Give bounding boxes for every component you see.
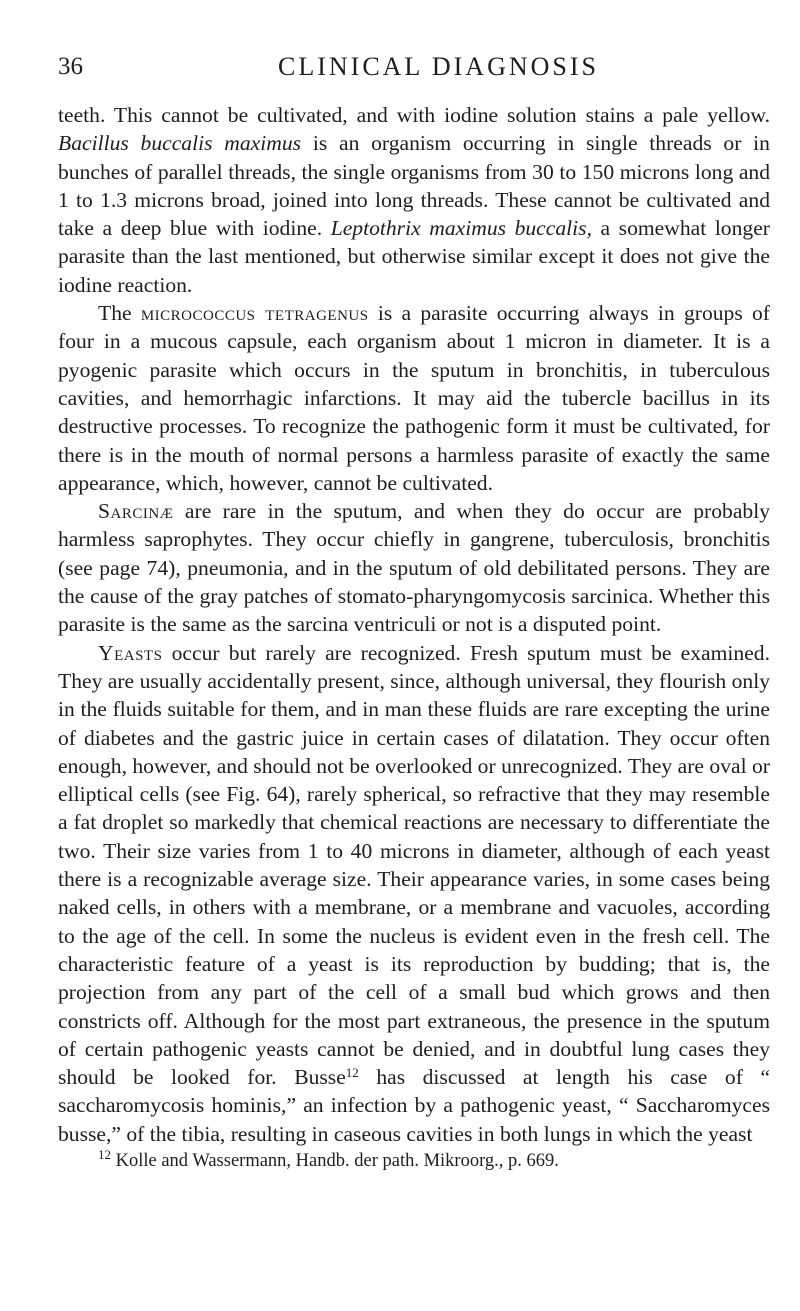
paragraph-3 <box>58 497 770 638</box>
term-yeasts: Yeasts <box>98 640 163 665</box>
term-bacillus-buccalis-maximus: Bacillus buccalis maximus <box>58 131 302 156</box>
paragraph-3-text: are rare in the sputum, and when they do occur are probably harmless saprophytes. They occur chiefly in gangrene, tuberculosis, bronchitis (see page 74), pneumonia, and in the sputum of old debilitated persons. They are the cause of the gray patches of stomato-pharyngomycosis sarcinica. Whether this parasite is the same as the sarcina ventriculi or not is a disputed point. <box>58 499 770 637</box>
footnote-reference: 12 <box>345 1064 359 1080</box>
paragraph-1-text-b: is an organism occurring in single threads or in bunches of parallel threads, the single organisms from 30 to 150 microns long and 1 to 1.3 microns broad, joined into long threads. These cannot be cultivated and take a deep blue with iodine. <box>58 131 770 241</box>
paragraph-4 <box>58 639 770 1148</box>
body-text <box>58 101 770 1174</box>
term-leptothrix-maximus-buccalis: Leptothrix maximus buccalis, <box>330 216 592 241</box>
page-header <box>58 50 770 84</box>
footnote-text: Kolle and Wassermann, Handb. der path. Mikroorg., p. 669. <box>111 1150 559 1171</box>
term-sarcinae: Sarcinæ <box>98 499 174 524</box>
paragraph-1 <box>58 101 770 299</box>
paragraph-1-text-a: teeth. This cannot be cultivated, and with iodine solution stains a pale yellow. <box>58 103 770 127</box>
term-micrococcus-tetragenus: micrococcus tetragenus <box>140 301 369 326</box>
paragraph-4-text-continued: has discussed at length his case of “ saccharomycosis hominis,” an infection by a pathogenic yeast, “ Saccharomyces busse,” of the tibia, resulting in caseous cavities in both lungs in which the yeast <box>58 1065 770 1146</box>
paragraph-4-text: occur but rarely are recognized. Fresh sputum must be examined. They are usually accidentally present, since, although universal, they flourish only in the fluids suitable for them, and in man these fluids are rare excepting the urine of diabetes and the gastric juice in certain cases of dilatation. They occur often enough, however, and should not be overlooked or unrecognized. They are oval or elliptical cells (see Fig. 64), rarely spherical, so refractive that they may resemble a fat droplet so markedly that chemical reactions are necessary to differentiate the two. Their size varies from 1 to 40 microns in diameter, although of each yeast there is a recognizable average size. Their appearance varies, in some cases being naked cells, in others with a membrane, or a membrane and vacuoles, according to the age of the cell. In some the nucleus is evident even in the fresh cell. The characteristic feature of a yeast is its reproduction by budding; that is, the projection from any part of the cell of a small bud which grows and then constricts off. Although for the most part extraneous, the presence in the sputum of certain pathogenic yeasts cannot be denied, and in doubtful lung cases they should be looked for. Busse <box>58 640 770 1090</box>
paragraph-2-lead: The <box>98 301 141 326</box>
footnote-marker: 12 <box>98 1146 111 1162</box>
paragraph-1-text-c: a somewhat longer parasite than the last mentioned, but otherwise similar except it does not give the iodine reaction. <box>58 216 770 297</box>
page-number: 36 <box>58 53 83 80</box>
running-head: CLINICAL DIAGNOSIS <box>278 52 599 81</box>
paragraph-2-text: is a parasite occurring always in groups of four in a mucous capsule, each organism about 1 micron in diameter. It is a pyogenic parasite which occurs in the sputum in bronchitis, in tuberculous cavities, and hemorrhagic infarctions. It may aid the tubercle bacillus in its destructive processes. To recognize the pathogenic form it must be cultivated, for there is in the mouth of normal persons a harmless parasite of exactly the same appearance, which, however, cannot be cultivated. <box>58 301 770 495</box>
paragraph-2 <box>58 299 770 497</box>
footnote <box>58 1148 770 1174</box>
